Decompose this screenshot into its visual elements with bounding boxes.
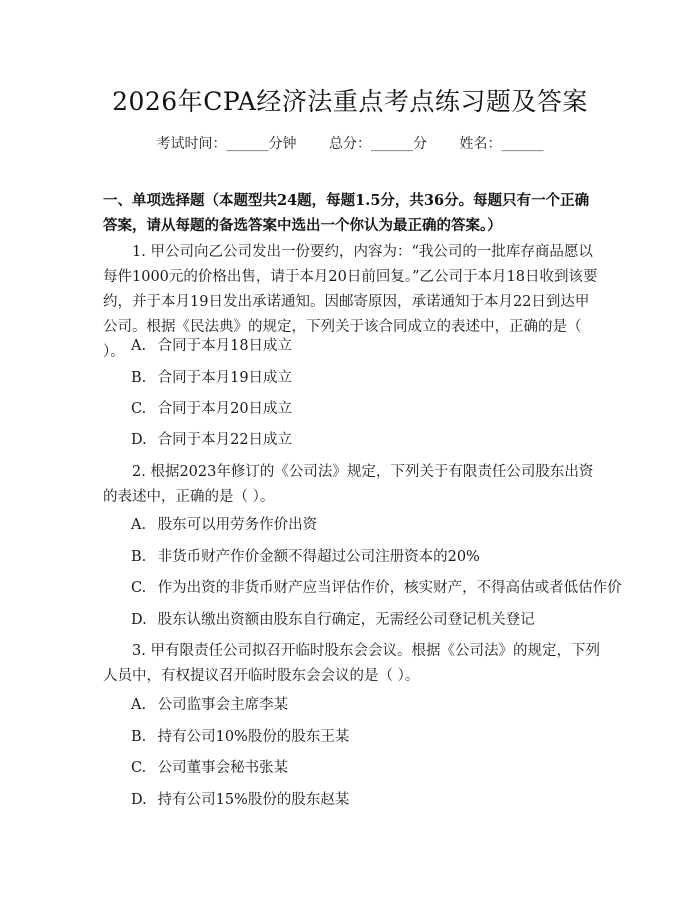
- option-text: 合同于本月20日成立: [157, 401, 293, 417]
- question-3-option-d: [131, 789, 601, 811]
- option-text: 股东可以用劳务作价出资: [157, 517, 318, 533]
- page-title: 2026年CPA经济法重点考点练习题及答案: [112, 87, 588, 116]
- option-text: 股东认缴出资额由股东自行确定，无需经公司登记机关登记: [157, 612, 535, 628]
- option-text: 非货币财产作价金额不得超过公司注册资本的20%: [157, 549, 480, 565]
- option-letter: D.: [131, 792, 147, 808]
- question-2-option-d: [131, 609, 601, 631]
- section-heading: 一、单项选择题（本题型共24题，每题1.5分，共36分。每题只有一个正确答案，请从每题的备选答案中选出一个你认为最正确的答案。）: [103, 192, 590, 234]
- option-text: 持有公司10%股份的股东王某: [157, 729, 350, 745]
- question-3-stem: 3. 甲有限责任公司拟召开临时股东会会议。根据《公司法》的规定，下列人员中，有权提议召开临时股东会会议的是（ ）。: [103, 643, 600, 684]
- option-letter: B.: [131, 729, 147, 745]
- option-letter: C.: [131, 580, 147, 596]
- option-text: 合同于本月18日成立: [157, 338, 293, 354]
- question-2-stem: 2. 根据2023年修订的《公司法》规定，下列关于有限责任公司股东出资的表述中，正确的是（ ）。: [103, 464, 594, 505]
- option-text: 合同于本月22日成立: [157, 432, 293, 448]
- option-letter: A.: [131, 697, 147, 713]
- option-letter: A.: [131, 517, 147, 533]
- question-2-option-c: [131, 577, 622, 599]
- question-1-option-a: [131, 335, 601, 357]
- exam-time-label: 考试时间：______分钟: [156, 136, 297, 152]
- option-letter: C.: [131, 401, 147, 417]
- option-letter: B.: [131, 370, 147, 386]
- option-letter: C.: [131, 760, 147, 776]
- question-3-option-b: [131, 726, 601, 748]
- option-text: 公司董事会秘书张某: [157, 760, 289, 776]
- name-label: 姓名：______: [459, 136, 544, 152]
- total-score-label: 总分：______分: [329, 136, 427, 152]
- question-3-option-a: [131, 694, 601, 716]
- option-text: 作为出资的非货币财产应当评估作价，核实财产，不得高估或者低估作价: [157, 580, 622, 596]
- question-2-option-a: [131, 514, 601, 536]
- exam-meta: [0, 133, 700, 153]
- option-letter: D.: [131, 432, 147, 448]
- option-text: 公司监事会主席李某: [157, 697, 289, 713]
- question-3-option-c: [131, 757, 601, 779]
- option-text: 持有公司15%股份的股东赵某: [157, 792, 350, 808]
- option-letter: A.: [131, 338, 147, 354]
- question-1-option-c: [131, 398, 601, 420]
- option-letter: B.: [131, 549, 147, 565]
- option-text: 合同于本月19日成立: [157, 370, 293, 386]
- question-1-option-b: [131, 367, 601, 389]
- question-2-option-b: [131, 546, 601, 568]
- question-1-option-d: [131, 429, 601, 451]
- question-1-stem: 1. 甲公司向乙公司发出一份要约，内容为：“我公司的一批库存商品愿以每件1000元的价格出售，请于本月20日前回复。”乙公司于本月18日收到该要约，并于本月19日发出承诺通知。因邮寄原因，承诺通知于本月22日到达甲公司。根据《民法典》的规定，下列关于该合同成立的表述中，正确的是（ ）。: [103, 244, 598, 360]
- option-letter: D.: [131, 612, 147, 628]
